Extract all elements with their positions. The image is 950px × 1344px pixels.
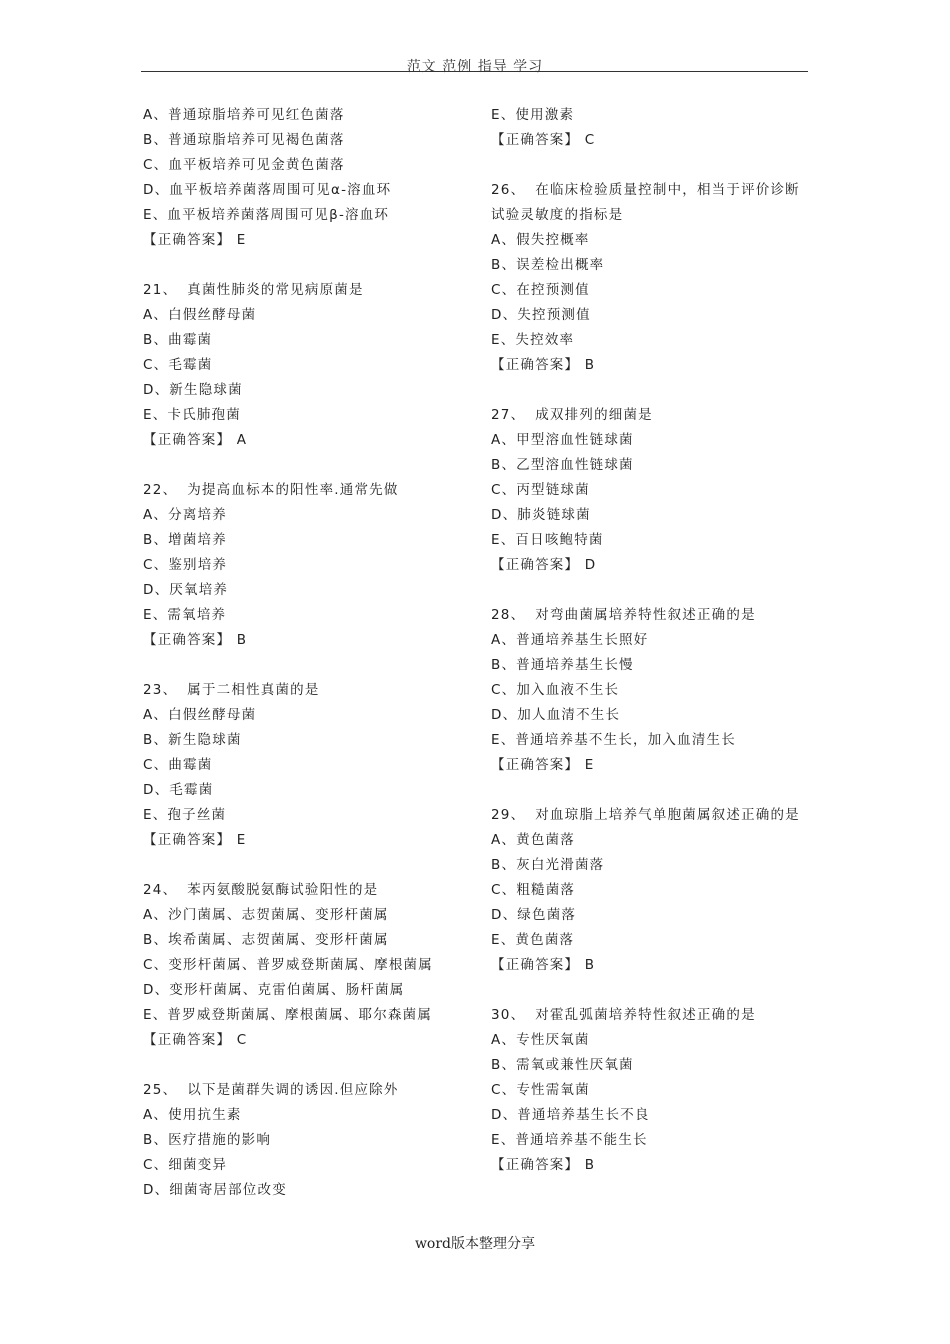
answer-option: C、曲霉菌 xyxy=(143,757,213,773)
answer-option: E、血平板培养菌落周围可见β-溶血环 xyxy=(143,207,390,223)
answer-option: D、毛霉菌 xyxy=(143,782,214,798)
correct-answer: 【正确答案】 E xyxy=(491,757,595,773)
correct-answer: 【正确答案】 C xyxy=(491,132,596,148)
answer-option: B、医疗措施的影响 xyxy=(143,1132,272,1148)
answer-option: B、需氧或兼性厌氧菌 xyxy=(491,1057,634,1073)
question-stem xyxy=(143,878,473,903)
correct-answer: 【正确答案】 E xyxy=(143,832,247,848)
answer-option: E、黄色菌落 xyxy=(491,932,575,948)
answer-option: C、鉴别培养 xyxy=(143,557,228,573)
answer-option: A、假失控概率 xyxy=(491,232,590,248)
spacer xyxy=(143,453,473,478)
spacer xyxy=(491,978,821,1003)
answer-option: D、失控预测值 xyxy=(491,307,591,323)
answer-option: A、普通琼脂培养可见红色菌落 xyxy=(143,107,345,123)
answer-option: D、加人血清不生长 xyxy=(491,707,621,723)
answer-option: A、普通培养基生长照好 xyxy=(491,632,649,648)
answer-option: A、专性厌氧菌 xyxy=(491,1032,590,1048)
answer-option: A、黄色菌落 xyxy=(491,832,575,848)
answer-option: 试验灵敏度的指标是 xyxy=(491,207,624,223)
answer-option: B、乙型溶血性链球菌 xyxy=(491,457,634,473)
answer-option: D、厌氧培养 xyxy=(143,582,229,598)
question-number: 27、 xyxy=(491,407,526,423)
answer-option: C、粗糙菌落 xyxy=(491,882,576,898)
answer-option: C、在控预测值 xyxy=(491,282,590,298)
answer-option: C、专性需氧菌 xyxy=(491,1082,590,1098)
correct-answer: 【正确答案】 B xyxy=(491,957,596,973)
question-text: 成双排列的细菌是 xyxy=(535,407,653,423)
right-column xyxy=(491,103,821,1178)
answer-option: E、孢子丝菌 xyxy=(143,807,227,823)
spacer xyxy=(491,378,821,403)
question-number: 26、 xyxy=(491,182,526,198)
header-divider xyxy=(141,71,808,72)
question-number: 21、 xyxy=(143,282,178,298)
answer-option: B、埃希菌属、志贺菌属、变形杆菌属 xyxy=(143,932,389,948)
answer-option: E、卡氏肺孢菌 xyxy=(143,407,241,423)
question-stem xyxy=(491,178,821,203)
question-stem xyxy=(143,478,473,503)
answer-option: E、普罗威登斯菌属、摩根菌属、耶尔森菌属 xyxy=(143,1007,433,1023)
answer-option: D、肺炎链球菌 xyxy=(491,507,591,523)
correct-answer: 【正确答案】 C xyxy=(143,1032,248,1048)
spacer xyxy=(491,578,821,603)
correct-answer: 【正确答案】 D xyxy=(491,557,597,573)
answer-option: A、白假丝酵母菌 xyxy=(143,707,257,723)
correct-answer: 【正确答案】 B xyxy=(491,357,596,373)
question-text: 以下是菌群失调的诱因.但应除外 xyxy=(187,1082,399,1098)
answer-option: A、甲型溶血性链球菌 xyxy=(491,432,634,448)
page-header: 范文 范例 指导 学习 xyxy=(406,59,544,75)
question-text: 属于二相性真菌的是 xyxy=(187,682,320,698)
question-stem xyxy=(143,278,473,303)
question-text: 为提高血标本的阳性率.通常先做 xyxy=(187,482,399,498)
answer-option: B、新生隐球菌 xyxy=(143,732,242,748)
spacer xyxy=(143,653,473,678)
spacer xyxy=(143,253,473,278)
question-number: 30、 xyxy=(491,1007,526,1023)
correct-answer: 【正确答案】 B xyxy=(143,632,248,648)
left-column xyxy=(143,103,473,1203)
question-number: 24、 xyxy=(143,882,178,898)
spacer xyxy=(491,153,821,178)
answer-option: E、失控效率 xyxy=(491,332,575,348)
question-stem xyxy=(491,603,821,628)
question-stem xyxy=(491,803,821,828)
answer-option: A、分离培养 xyxy=(143,507,227,523)
answer-option: C、毛霉菌 xyxy=(143,357,213,373)
answer-option: E、普通培养基不生长，加入血清生长 xyxy=(491,732,736,748)
answer-option: D、新生隐球菌 xyxy=(143,382,243,398)
answer-option: E、使用激素 xyxy=(491,107,575,123)
question-stem xyxy=(143,678,473,703)
answer-option: C、细菌变异 xyxy=(143,1157,228,1173)
spacer xyxy=(143,1053,473,1078)
answer-option: E、普通培养基不能生长 xyxy=(491,1132,648,1148)
question-number: 29、 xyxy=(491,807,526,823)
question-stem xyxy=(143,1078,473,1103)
answer-option: B、灰白光滑菌落 xyxy=(491,857,605,873)
answer-option: B、增菌培养 xyxy=(143,532,227,548)
answer-option: C、变形杆菌属、普罗威登斯菌属、摩根菌属 xyxy=(143,957,433,973)
spacer xyxy=(143,853,473,878)
question-number: 22、 xyxy=(143,482,178,498)
question-text: 苯丙氨酸脱氨酶试验阳性的是 xyxy=(187,882,379,898)
question-text: 真菌性肺炎的常见病原菌是 xyxy=(187,282,364,298)
answer-option: D、普通培养基生长不良 xyxy=(491,1107,650,1123)
question-text: 对弯曲菌属培养特性叙述正确的是 xyxy=(535,607,756,623)
answer-option: C、加入血液不生长 xyxy=(491,682,620,698)
answer-option: A、沙门菌属、志贺菌属、变形杆菌属 xyxy=(143,907,389,923)
answer-option: D、细菌寄居部位改变 xyxy=(143,1182,287,1198)
answer-option: D、绿色菌落 xyxy=(491,907,577,923)
question-stem xyxy=(491,403,821,428)
answer-option: B、曲霉菌 xyxy=(143,332,213,348)
spacer xyxy=(491,778,821,803)
correct-answer: 【正确答案】 B xyxy=(491,1157,596,1173)
question-text: 对霍乱弧菌培养特性叙述正确的是 xyxy=(535,1007,756,1023)
answer-option: D、血平板培养菌落周围可见α-溶血环 xyxy=(143,182,392,198)
question-number: 25、 xyxy=(143,1082,178,1098)
question-text: 对血琼脂上培养气单胞菌属叙述正确的是 xyxy=(535,807,800,823)
answer-option: B、普通培养基生长慢 xyxy=(491,657,634,673)
question-number: 23、 xyxy=(143,682,178,698)
page-footer: word版本整理分享 xyxy=(414,1236,536,1252)
correct-answer: 【正确答案】 E xyxy=(143,232,247,248)
question-text: 在临床检验质量控制中，相当于评价诊断 xyxy=(535,182,800,198)
answer-option: A、白假丝酵母菌 xyxy=(143,307,257,323)
correct-answer: 【正确答案】 A xyxy=(143,432,248,448)
answer-option: A、使用抗生素 xyxy=(143,1107,242,1123)
answer-option: D、变形杆菌属、克雷伯菌属、肠杆菌属 xyxy=(143,982,405,998)
answer-option: C、血平板培养可见金黄色菌落 xyxy=(143,157,345,173)
answer-option: E、需氧培养 xyxy=(143,607,227,623)
answer-option: E、百日咳鲍特菌 xyxy=(491,532,604,548)
answer-option: C、丙型链球菌 xyxy=(491,482,590,498)
answer-option: B、误差检出概率 xyxy=(491,257,605,273)
question-stem xyxy=(491,1003,821,1028)
answer-option: B、普通琼脂培养可见褐色菌落 xyxy=(143,132,345,148)
question-number: 28、 xyxy=(491,607,526,623)
